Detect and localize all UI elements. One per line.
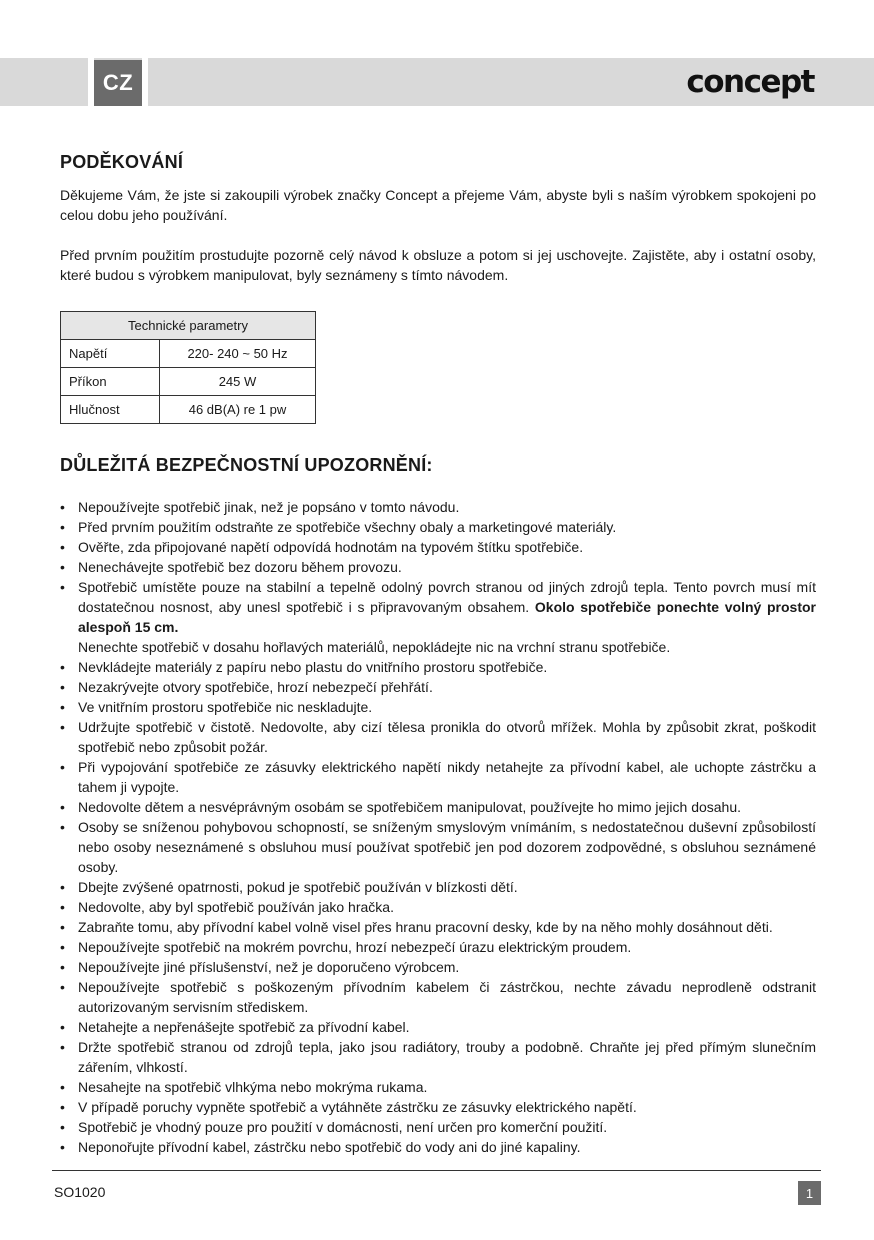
list-item (60, 1097, 816, 1117)
bullet-icon: • (60, 499, 65, 515)
item-text: Nepoužívejte jiné příslušenství, než je doporučeno výrobcem. (78, 959, 460, 975)
bullet-icon: • (60, 899, 65, 915)
bullet-icon: • (60, 979, 65, 995)
item-text: Nedovolte dětem a nesvéprávným osobám se spotřebičem manipulovat, používejte ho mimo jejich dosahu. (78, 799, 742, 815)
item-text: Osoby se sníženou pohybovou schopností, se sníženým smyslovým vnímáním, s nedostatečnou duševní způsobilostí nebo osoby neseznámené s obsluhou musí používat spotřebič jen pod dozorem zodpovědné, s obsluhou seznámené osoby. (78, 819, 816, 875)
item-text: Nepoužívejte spotřebič s poškozeným přívodním kabelem či zástrčkou, nechte závadu neprodleně odstranit autorizovaným servisním střediskem. (78, 979, 816, 1015)
list-item (60, 677, 816, 697)
list-item (60, 1017, 816, 1037)
item-text: Držte spotřebič stranou od zdrojů tepla, jako jsou radiátory, trouby a podobně. Chraňte jej před přímým slunečním zářením, vlhkostí. (78, 1039, 816, 1075)
bullet-icon: • (60, 819, 65, 835)
bullet-icon: • (60, 879, 65, 895)
bullet-icon: • (60, 1039, 65, 1055)
list-item (60, 977, 816, 1017)
list-item (60, 1077, 816, 1097)
table-row (61, 396, 316, 424)
item-text: Dbejte zvýšené opatrnosti, pokud je spotřebič používán v blízkosti dětí. (78, 879, 518, 895)
item-text: Spotřebič umístěte pouze na stabilní a tepelně odolný povrch stranou od jiných zdrojů tepla. Tento povrch musí mít dostatečnou nosnost, aby unesl spotřebič i s připravovaným obsahem. (78, 579, 816, 615)
item-text: Nezakrývejte otvory spotřebiče, hrozí nebezpečí přehřátí. (78, 679, 433, 695)
item-text: Nepoužívejte spotřebič na mokrém povrchu, hrozí nebezpečí úrazu elektrickým proudem. (78, 939, 632, 955)
param-value: 220- 240 ~ 50 Hz (160, 340, 316, 368)
item-text: Zabraňte tomu, aby přívodní kabel volně visel přes hranu pracovní desky, kde by na něho mohly dosáhnout děti. (78, 919, 773, 935)
list-item (60, 877, 816, 897)
list-item (60, 937, 816, 957)
bullet-icon: • (60, 699, 65, 715)
item-text: Netahejte a nepřenášejte spotřebič za přívodní kabel. (78, 1019, 410, 1035)
bullet-icon: • (60, 799, 65, 815)
param-label: Příkon (61, 368, 160, 396)
tech-params-header-row (61, 312, 316, 340)
list-item (60, 917, 816, 937)
list-item (60, 537, 816, 557)
item-text: Nesahejte na spotřebič vlhkýma nebo mokrýma rukama. (78, 1079, 428, 1095)
list-item (60, 757, 816, 797)
bullet-icon: • (60, 679, 65, 695)
list-item (60, 1137, 816, 1157)
item-bold-text: Okolo spotřebiče ponechte volný prostor alespoň 15 cm. (78, 599, 817, 635)
model-number: SO1020 (54, 1184, 106, 1200)
list-item (60, 577, 816, 657)
list-item (60, 657, 816, 677)
item-follow-text: Nenechte spotřebič v dosahu hořlavých materiálů, nepokládejte nic na vrchní stranu spotřebiče. (78, 639, 671, 655)
bullet-icon: • (60, 1139, 65, 1155)
item-text: Ověřte, zda připojované napětí odpovídá hodnotám na typovém štítku spotřebiče. (78, 539, 584, 555)
bullet-icon: • (60, 919, 65, 935)
page-number-badge: 1 (798, 1181, 821, 1205)
item-text: Před prvním použitím odstraňte ze spotřebiče všechny obaly a marketingové materiály. (78, 519, 617, 535)
bullet-icon: • (60, 519, 65, 535)
bullet-icon: • (60, 1119, 65, 1135)
safety-heading: DŮLEŽITÁ BEZPEČNOSTNÍ UPOZORNĚNÍ: (60, 455, 433, 475)
item-text: Udržujte spotřebič v čistotě. Nedovolte, aby cizí tělesa pronikla do otvorů mřížek. Mohla by způsobit zkrat, poškodit spotřebič nebo způsobit požár. (78, 719, 816, 755)
list-item (60, 797, 816, 817)
item-text: Neponořujte přívodní kabel, zástrčku nebo spotřebič do vody ani do jiné kapaliny. (78, 1139, 581, 1155)
instructions-paragraph: Před prvním použitím prostudujte pozorně celý návod k obsluze a potom si jej uschovejte. Zajistěte, aby i ostatní osoby, které budou s výrobkem manipulovat, byly seznámeny s tímto návodem. (60, 247, 816, 283)
tech-params-title: Technické parametry (61, 312, 316, 340)
item-text: Při vypojování spotřebiče ze zásuvky elektrického napětí nikdy netahejte za přívodní kabel, ale uchopte zástrčku a tahem ji vypojte. (78, 759, 816, 795)
header-divider-right (142, 58, 148, 106)
table-row (61, 368, 316, 396)
bullet-icon: • (60, 1019, 65, 1035)
table-row (61, 340, 316, 368)
bullet-icon: • (60, 559, 65, 575)
thanks-paragraph: Děkujeme Vám, že jste si zakoupili výrobek značky Concept a přejeme Vám, abyste byli s naším výrobkem spokojeni po celou dobu jeho používání. (60, 187, 816, 223)
list-item (60, 897, 816, 917)
list-item (60, 557, 816, 577)
list-item (60, 517, 816, 537)
param-value: 245 W (160, 368, 316, 396)
bullet-icon: • (60, 539, 65, 555)
list-item (60, 817, 816, 877)
list-item (60, 697, 816, 717)
footer-divider (52, 1170, 821, 1171)
param-label: Napětí (61, 340, 160, 368)
list-item (60, 1037, 816, 1077)
item-text: Nepoužívejte spotřebič jinak, než je popsáno v tomto návodu. (78, 499, 460, 515)
bullet-icon: • (60, 959, 65, 975)
page-content (60, 150, 817, 1155)
bullet-icon: • (60, 759, 65, 775)
tech-params-table (60, 311, 316, 424)
param-value: 46 dB(A) re 1 pw (160, 396, 316, 424)
bullet-icon: • (60, 659, 65, 675)
bullet-icon: • (60, 1079, 65, 1095)
item-text: Nedovolte, aby byl spotřebič používán jako hračka. (78, 899, 394, 915)
bullet-icon: • (60, 1099, 65, 1115)
item-text: V případě poruchy vypněte spotřebič a vytáhněte zástrčku ze zásuvky elektrického napětí. (78, 1099, 637, 1115)
item-text: Ve vnitřním prostoru spotřebiče nic neskladujte. (78, 699, 373, 715)
bullet-icon: • (60, 579, 65, 595)
list-item (60, 957, 816, 977)
bullet-icon: • (60, 719, 65, 735)
bullet-icon: • (60, 939, 65, 955)
list-item (60, 1117, 816, 1137)
param-label: Hlučnost (61, 396, 160, 424)
item-text: Nenechávejte spotřebič bez dozoru během provozu. (78, 559, 402, 575)
safety-list (60, 497, 816, 1157)
thanks-heading: PODĚKOVÁNÍ (60, 152, 184, 172)
item-text: Spotřebič je vhodný pouze pro použití v domácnosti, není určen pro komerční použití. (78, 1119, 608, 1135)
language-badge: CZ (94, 60, 142, 106)
list-item (60, 497, 816, 517)
brand-logo: concept (686, 64, 814, 100)
item-text: Nevkládejte materiály z papíru nebo plastu do vnitřního prostoru spotřebiče. (78, 659, 548, 675)
list-item (60, 717, 816, 757)
